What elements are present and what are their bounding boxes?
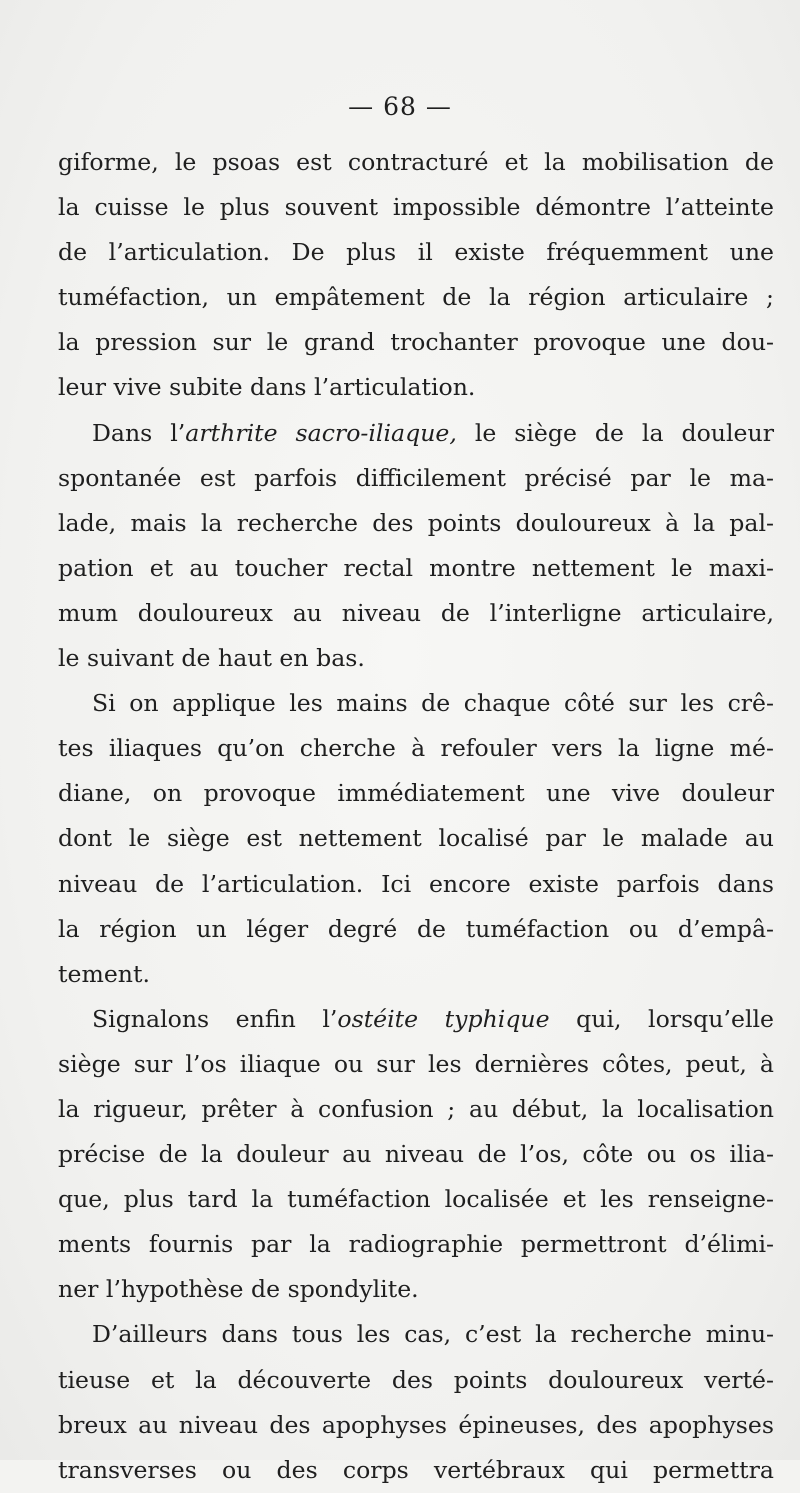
text-line: le suivant de haut en bas. xyxy=(58,644,365,673)
text-line: de l’articulation. De plus il existe fréquemment une xyxy=(58,238,774,267)
text-line: siège sur l’os iliaque ou sur les dernières côtes, peut, à xyxy=(58,1049,774,1078)
text-line: D’ailleurs dans tous les cas, c’est la recherche minu- xyxy=(92,1320,774,1349)
body-text xyxy=(58,140,774,1493)
text-line: transverses ou des corps vertébraux qui permettra xyxy=(58,1455,774,1484)
text-line: ner l’hypothèse de spondylite. xyxy=(58,1275,419,1304)
text-line: breux au niveau des apophyses épineuses, des apophyses xyxy=(58,1410,774,1439)
text-segment: qui, lorsqu’elle xyxy=(549,1004,774,1033)
text-line xyxy=(58,411,774,456)
text-line: diane, on provoque immédiatement une vive douleur xyxy=(58,779,774,808)
text-segment: Dans l’ xyxy=(92,418,186,447)
text-segment: Signalons enfin l’ xyxy=(92,1004,338,1033)
text-line: précise de la douleur au niveau de l’os, côte ou os ilia- xyxy=(58,1140,774,1169)
text-line: niveau de l’articulation. Ici encore existe parfois dans xyxy=(58,869,774,898)
text-line: la pression sur le grand trochanter provoque une dou- xyxy=(58,328,774,357)
text-line: giforme, le psoas est contracturé et la mobilisation de xyxy=(58,148,774,176)
italic-term: ostéite typhique xyxy=(337,1004,550,1033)
text-line: lade, mais la recherche des points douloureux à la pal- xyxy=(58,508,774,537)
text-line: tieuse et la découverte des points douloureux verté- xyxy=(58,1365,774,1394)
text-line: la région un léger degré de tuméfaction ou d’empâ- xyxy=(58,914,774,943)
text-line: pation et au toucher rectal montre nettement le maxi- xyxy=(58,553,774,582)
text-line: Si on applique les mains de chaque côté sur les crê- xyxy=(92,689,774,718)
text-line: dont le siège est nettement localisé par le malade au xyxy=(58,824,774,853)
text-line: spontanée est parfois difficilement précisé par le ma- xyxy=(58,463,774,492)
text-line: ments fournis par la radiographie permettront d’élimi- xyxy=(58,1230,774,1259)
text-line: la rigueur, prêter à confusion ; au début, la localisation xyxy=(58,1094,774,1123)
text-line: que, plus tard la tuméfaction localisée et les renseigne- xyxy=(58,1185,774,1214)
text-line: tes iliaques qu’on cherche à refouler vers la ligne mé- xyxy=(58,734,774,763)
italic-term: arthrite sacro-iliaque, xyxy=(185,418,457,447)
text-line: leur vive subite dans l’articulation. xyxy=(58,373,476,402)
text-line: mum douloureux au niveau de l’interligne articulaire, xyxy=(58,598,774,627)
text-segment: le siège de la douleur xyxy=(456,418,774,447)
text-line: tement. xyxy=(58,959,150,988)
page-number: — 68 — xyxy=(348,92,452,121)
text-line: tuméfaction, un empâtement de la région articulaire ; xyxy=(58,283,774,312)
text-line: la cuisse le plus souvent impossible démontre l’atteinte xyxy=(58,193,774,222)
text-line xyxy=(58,997,774,1042)
